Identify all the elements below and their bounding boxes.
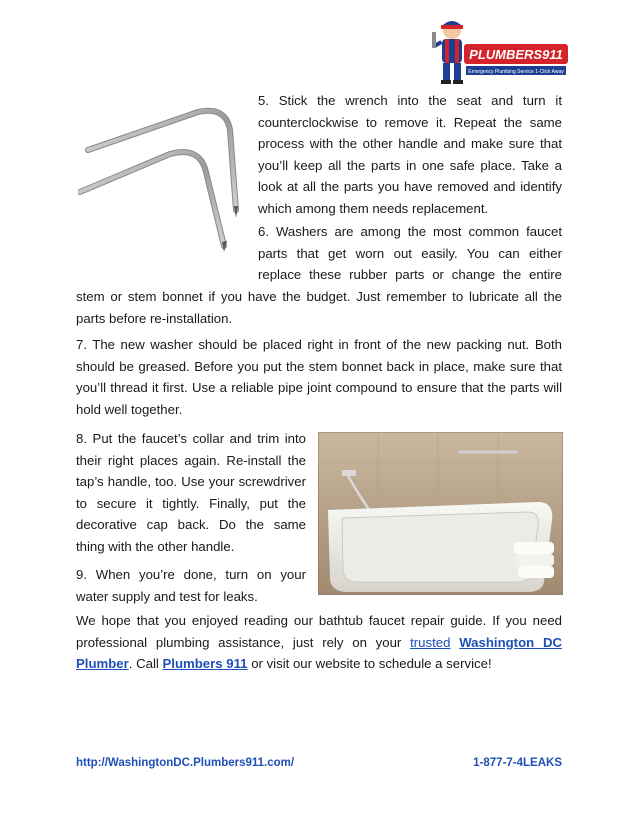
seat-wrench-image: [78, 106, 246, 254]
step-6-text-top: 6. Washers are among the most common faucet parts that get worn out easily. You can either replace these rubber parts or change the entire: [258, 224, 562, 283]
logo-brand-text: PLUMBERS911: [469, 47, 563, 62]
closing-text-3: or visit our website to schedule a service!: [247, 656, 492, 672]
closing-space: [450, 635, 459, 650]
step-8-text: 8. Put the faucet’s collar and trim into their right places again. Re-install the tap’s handle, too. Use your screwdriver to secure it tightly. Finally, put the decorative cap back. Do the same thing with the other handle.: [76, 431, 306, 554]
logo-tagline-text: Emergency Plumbing Service 1-Click Away: [468, 69, 564, 75]
trusted-link[interactable]: trusted: [410, 634, 451, 650]
bathtub-image: [318, 432, 563, 595]
footer-url[interactable]: http://WashingtonDC.Plumbers911.com/: [76, 757, 295, 769]
step-6-text-bottom: stem or stem bonnet if you have the budget. Just remember to lubricate all the parts before re-installation.: [76, 289, 562, 326]
closing-text-1: We hope that you enjoyed reading our bathtub faucet repair guide. If you need professional plumbing assistance, just rely on your: [76, 613, 562, 650]
plumbers911-logo: [428, 12, 574, 90]
closing-text-2: . Call: [128, 656, 163, 672]
step-7-text: 7. The new washer should be placed right in front of the new packing nut. Both should be greased. Before you put the stem bonnet back in place, make sure that you’ll thread it first. Use a reliable pipe joint compound to ensure that the parts will hold well together.: [76, 337, 562, 417]
washington-dc-plumber-link[interactable]: Washington DC Plumber: [76, 634, 562, 672]
footer-phone: 1-877-7-4LEAKS: [473, 757, 562, 769]
plumbers-911-link[interactable]: Plumbers 911: [162, 656, 248, 672]
step-9-text: 9. When you’re done, turn on your water supply and test for leaks.: [76, 567, 306, 604]
closing-paragraph: [76, 610, 562, 675]
step-5-text: 5. Stick the wrench into the seat and turn it counterclockwise to remove it. Repeat the same process with the other handle and make sure that you’ll keep all the parts in one safe place. Take a look at all the parts you have removed and identify which among them needs replacement.: [258, 93, 562, 216]
